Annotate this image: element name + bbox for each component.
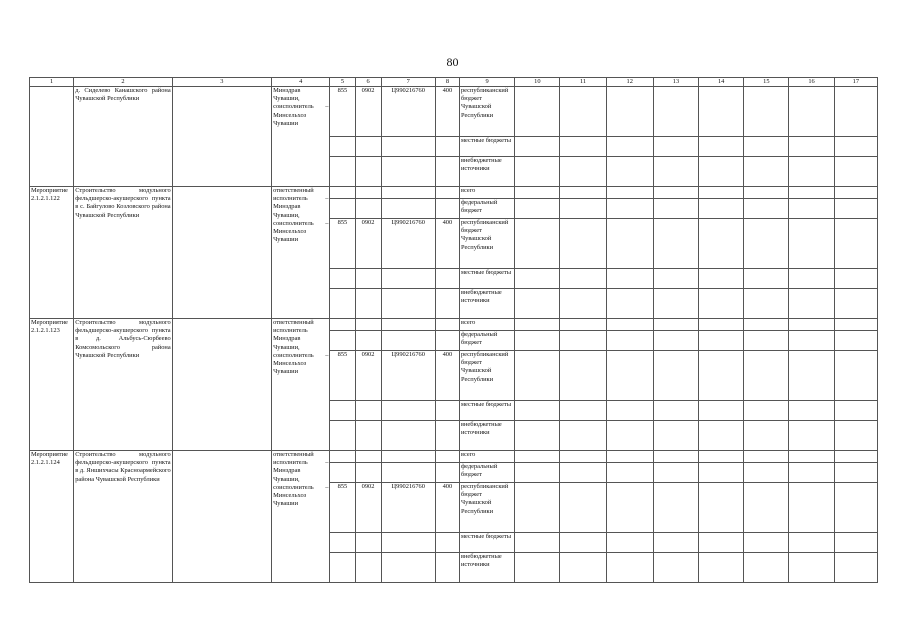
code-rz	[355, 319, 381, 331]
code-rz	[355, 451, 381, 463]
value-cell	[653, 199, 698, 219]
value-cell	[606, 331, 653, 351]
value-cell	[789, 87, 834, 137]
value-cell	[789, 533, 834, 553]
value-cell	[560, 87, 606, 137]
code-gr	[330, 463, 355, 483]
value-cell	[515, 289, 560, 319]
code-vr	[435, 137, 459, 157]
code-rz	[355, 421, 381, 451]
code-rz	[355, 463, 381, 483]
code-gr	[330, 187, 355, 199]
value-cell	[515, 137, 560, 157]
code-gr	[330, 553, 355, 583]
value-cell	[515, 269, 560, 289]
value-cell	[789, 483, 834, 533]
value-cell	[834, 553, 877, 583]
value-cell	[834, 157, 877, 187]
value-cell	[699, 219, 744, 269]
code-csr	[381, 187, 435, 199]
value-cell	[744, 463, 789, 483]
code-vr	[435, 533, 459, 553]
value-cell	[560, 463, 606, 483]
value-cell	[653, 483, 698, 533]
value-cell	[834, 289, 877, 319]
value-cell	[515, 533, 560, 553]
code-vr	[435, 289, 459, 319]
page-number: 80	[446, 55, 459, 69]
header-row	[30, 78, 878, 87]
value-cell	[744, 351, 789, 401]
value-cell	[653, 331, 698, 351]
measure-empty-cell	[172, 319, 271, 451]
value-cell	[744, 319, 789, 331]
value-cell	[515, 219, 560, 269]
value-cell	[699, 157, 744, 187]
code-csr	[381, 421, 435, 451]
value-cell	[653, 137, 698, 157]
code-csr: Ц990216760	[381, 87, 435, 137]
value-cell	[699, 289, 744, 319]
value-cell	[699, 269, 744, 289]
value-cell	[606, 401, 653, 421]
code-rz	[355, 401, 381, 421]
value-cell	[653, 451, 698, 463]
code-gr	[330, 157, 355, 187]
value-cell	[789, 421, 834, 451]
header-cell: 12	[606, 78, 653, 87]
value-cell	[789, 289, 834, 319]
value-cell	[699, 319, 744, 331]
value-cell	[560, 137, 606, 157]
table-row	[30, 187, 878, 199]
value-cell	[653, 157, 698, 187]
header-cell: 17	[834, 78, 877, 87]
value-cell	[834, 401, 877, 421]
value-cell	[789, 157, 834, 187]
value-cell	[699, 421, 744, 451]
code-gr	[330, 533, 355, 553]
value-cell	[699, 351, 744, 401]
value-cell	[789, 187, 834, 199]
value-cell	[560, 351, 606, 401]
code-gr	[330, 199, 355, 219]
funding-source: местные бюджеты	[459, 533, 514, 553]
value-cell	[699, 451, 744, 463]
value-cell	[653, 421, 698, 451]
code-rz	[355, 533, 381, 553]
value-cell	[515, 157, 560, 187]
header-cell: 8	[435, 78, 459, 87]
value-cell	[606, 451, 653, 463]
value-cell	[653, 269, 698, 289]
value-cell	[744, 269, 789, 289]
value-cell	[606, 533, 653, 553]
value-cell	[560, 157, 606, 187]
value-cell	[789, 331, 834, 351]
code-vr	[435, 157, 459, 187]
measure-empty-cell	[172, 87, 271, 187]
value-cell	[789, 219, 834, 269]
value-cell	[653, 187, 698, 199]
value-cell	[560, 187, 606, 199]
table-row	[30, 319, 878, 331]
value-cell	[699, 199, 744, 219]
value-cell	[744, 87, 789, 137]
header-cell: 10	[515, 78, 560, 87]
code-csr: Ц990216760	[381, 219, 435, 269]
code-csr	[381, 199, 435, 219]
code-vr	[435, 199, 459, 219]
value-cell	[515, 199, 560, 219]
value-cell	[834, 351, 877, 401]
value-cell	[789, 199, 834, 219]
value-cell	[699, 463, 744, 483]
measure-empty-cell	[172, 187, 271, 319]
code-rz	[355, 137, 381, 157]
code-vr: 400	[435, 483, 459, 533]
funding-source: внебюджетные источники	[459, 553, 514, 583]
measure-id	[30, 87, 74, 187]
code-rz	[355, 289, 381, 319]
value-cell	[653, 463, 698, 483]
code-csr	[381, 463, 435, 483]
funding-source: внебюджетные источники	[459, 421, 514, 451]
funding-source: внебюджетные источники	[459, 289, 514, 319]
value-cell	[699, 87, 744, 137]
funding-source: местные бюджеты	[459, 137, 514, 157]
measure-title: д. Сиделево Канашского района Чувашской Республики	[74, 87, 172, 187]
measure-empty-cell	[172, 451, 271, 583]
value-cell	[834, 331, 877, 351]
value-cell	[515, 331, 560, 351]
value-cell	[834, 199, 877, 219]
value-cell	[606, 269, 653, 289]
value-cell	[515, 401, 560, 421]
header-cell: 2	[74, 78, 172, 87]
code-csr: Ц990216760	[381, 351, 435, 401]
code-vr: 400	[435, 351, 459, 401]
value-cell	[560, 269, 606, 289]
value-cell	[560, 199, 606, 219]
value-cell	[744, 219, 789, 269]
value-cell	[744, 331, 789, 351]
header-cell: 6	[355, 78, 381, 87]
value-cell	[515, 553, 560, 583]
code-rz: 0902	[355, 219, 381, 269]
value-cell	[744, 289, 789, 319]
value-cell	[606, 553, 653, 583]
code-rz	[355, 199, 381, 219]
value-cell	[560, 533, 606, 553]
value-cell	[834, 219, 877, 269]
value-cell	[744, 401, 789, 421]
value-cell	[606, 157, 653, 187]
value-cell	[834, 533, 877, 553]
code-vr	[435, 269, 459, 289]
value-cell	[606, 421, 653, 451]
funding-source: республиканский бюджет Чувашской Республики	[459, 87, 514, 137]
code-vr: 400	[435, 87, 459, 137]
code-vr	[435, 401, 459, 421]
value-cell	[699, 187, 744, 199]
code-vr	[435, 319, 459, 331]
measure-id: Мероприятие 2.1.2.1.124	[30, 451, 74, 583]
code-gr	[330, 289, 355, 319]
value-cell	[834, 463, 877, 483]
measure-executor: ответственный исполнитель – Минздрав Чувашии, соисполнитель – Минсельхоз Чувашии	[272, 187, 330, 319]
value-cell	[789, 451, 834, 463]
value-cell	[606, 199, 653, 219]
value-cell	[560, 219, 606, 269]
funding-source: республиканский бюджет Чувашской Республики	[459, 351, 514, 401]
funding-source: республиканский бюджет Чувашской Республики	[459, 483, 514, 533]
value-cell	[606, 289, 653, 319]
header-cell: 15	[744, 78, 789, 87]
code-rz	[355, 269, 381, 289]
value-cell	[606, 351, 653, 401]
code-gr	[330, 421, 355, 451]
value-cell	[606, 137, 653, 157]
value-cell	[744, 137, 789, 157]
header-cell: 14	[699, 78, 744, 87]
value-cell	[699, 331, 744, 351]
value-cell	[515, 463, 560, 483]
header-cell: 13	[653, 78, 698, 87]
value-cell	[789, 319, 834, 331]
value-cell	[744, 421, 789, 451]
value-cell	[789, 553, 834, 583]
value-cell	[834, 269, 877, 289]
value-cell	[653, 289, 698, 319]
value-cell	[653, 401, 698, 421]
table-row	[30, 451, 878, 463]
header-cell: 7	[381, 78, 435, 87]
value-cell	[606, 219, 653, 269]
funding-source: всего	[459, 319, 514, 331]
value-cell	[653, 351, 698, 401]
value-cell	[653, 87, 698, 137]
measure-executor: ответственный исполнитель – Минздрав Чувашии, соисполнитель – Минсельхоз Чувашии	[272, 451, 330, 583]
funding-source: федеральный бюджет	[459, 199, 514, 219]
value-cell	[515, 483, 560, 533]
measure-title: Строительство модульного фельдшерско-акушерского пункта в д. Яншихчасы Красноармейского района Чувашской Республики	[74, 451, 172, 583]
header-cell: 4	[272, 78, 330, 87]
funding-source: республиканский бюджет Чувашской Республики	[459, 219, 514, 269]
value-cell	[515, 87, 560, 137]
value-cell	[699, 137, 744, 157]
value-cell	[560, 289, 606, 319]
value-cell	[560, 319, 606, 331]
code-rz: 0902	[355, 483, 381, 533]
value-cell	[744, 451, 789, 463]
code-rz	[355, 553, 381, 583]
code-csr	[381, 401, 435, 421]
value-cell	[699, 553, 744, 583]
value-cell	[744, 533, 789, 553]
value-cell	[515, 319, 560, 331]
value-cell	[834, 137, 877, 157]
header-cell: 3	[172, 78, 271, 87]
value-cell	[789, 137, 834, 157]
code-csr	[381, 157, 435, 187]
funding-source: всего	[459, 451, 514, 463]
measure-id: Мероприятие 2.1.2.1.122	[30, 187, 74, 319]
value-cell	[606, 87, 653, 137]
measure-executor: Минздрав Чувашии, соисполнитель – Минсельхоз Чувашии	[272, 87, 330, 187]
value-cell	[699, 533, 744, 553]
code-csr	[381, 137, 435, 157]
code-vr	[435, 451, 459, 463]
value-cell	[744, 199, 789, 219]
code-gr: 855	[330, 87, 355, 137]
measure-id: Мероприятие 2.1.2.1.123	[30, 319, 74, 451]
value-cell	[744, 483, 789, 533]
code-vr	[435, 421, 459, 451]
value-cell	[560, 331, 606, 351]
value-cell	[699, 483, 744, 533]
value-cell	[699, 401, 744, 421]
value-cell	[653, 533, 698, 553]
code-vr: 400	[435, 219, 459, 269]
value-cell	[834, 421, 877, 451]
value-cell	[834, 451, 877, 463]
value-cell	[789, 401, 834, 421]
measure-title: Строительство модульного фельдшерско-акушерского пункта в с. Байгулово Козловского района Чувашской Республики	[74, 187, 172, 319]
value-cell	[789, 463, 834, 483]
funding-source: всего	[459, 187, 514, 199]
table-row	[30, 87, 878, 137]
header-cell: 11	[560, 78, 606, 87]
code-gr	[330, 401, 355, 421]
header-cell: 5	[330, 78, 355, 87]
code-rz: 0902	[355, 87, 381, 137]
code-gr	[330, 331, 355, 351]
code-csr	[381, 553, 435, 583]
code-csr	[381, 533, 435, 553]
value-cell	[606, 483, 653, 533]
code-vr	[435, 187, 459, 199]
funding-source: местные бюджеты	[459, 269, 514, 289]
funding-source: местные бюджеты	[459, 401, 514, 421]
code-csr	[381, 319, 435, 331]
code-gr	[330, 269, 355, 289]
code-vr	[435, 331, 459, 351]
value-cell	[606, 463, 653, 483]
value-cell	[560, 421, 606, 451]
value-cell	[834, 187, 877, 199]
code-csr	[381, 451, 435, 463]
value-cell	[834, 319, 877, 331]
value-cell	[606, 187, 653, 199]
value-cell	[744, 187, 789, 199]
funding-source: внебюджетные источники	[459, 157, 514, 187]
code-csr	[381, 331, 435, 351]
code-csr: Ц990216760	[381, 483, 435, 533]
value-cell	[834, 483, 877, 533]
value-cell	[560, 401, 606, 421]
code-rz	[355, 157, 381, 187]
header-cell: 16	[789, 78, 834, 87]
code-gr	[330, 319, 355, 331]
header-cell: 1	[30, 78, 74, 87]
code-gr: 855	[330, 219, 355, 269]
value-cell	[789, 351, 834, 401]
code-rz	[355, 187, 381, 199]
value-cell	[744, 157, 789, 187]
funding-source: федеральный бюджет	[459, 463, 514, 483]
value-cell	[560, 451, 606, 463]
code-gr: 855	[330, 351, 355, 401]
value-cell	[515, 451, 560, 463]
value-cell	[560, 483, 606, 533]
code-vr	[435, 553, 459, 583]
value-cell	[744, 553, 789, 583]
code-vr	[435, 463, 459, 483]
value-cell	[653, 319, 698, 331]
code-csr	[381, 269, 435, 289]
measure-executor: ответственный исполнитель Минздрав Чувашии, соисполнитель – Минсельхоз Чувашии	[272, 319, 330, 451]
value-cell	[789, 269, 834, 289]
code-gr: 855	[330, 483, 355, 533]
code-gr	[330, 137, 355, 157]
value-cell	[653, 553, 698, 583]
value-cell	[606, 319, 653, 331]
value-cell	[515, 187, 560, 199]
header-cell: 9	[459, 78, 514, 87]
code-gr	[330, 451, 355, 463]
value-cell	[653, 219, 698, 269]
value-cell	[834, 87, 877, 137]
measure-title: Строительство модульного фельдшерско-акушерского пункта в д. Альбусь-Сюрбеево Комсомольского района Чувашской Республики	[74, 319, 172, 451]
value-cell	[560, 553, 606, 583]
code-rz	[355, 331, 381, 351]
funding-source: федеральный бюджет	[459, 331, 514, 351]
code-rz: 0902	[355, 351, 381, 401]
program-table	[29, 77, 878, 583]
value-cell	[515, 351, 560, 401]
value-cell	[515, 421, 560, 451]
code-csr	[381, 289, 435, 319]
